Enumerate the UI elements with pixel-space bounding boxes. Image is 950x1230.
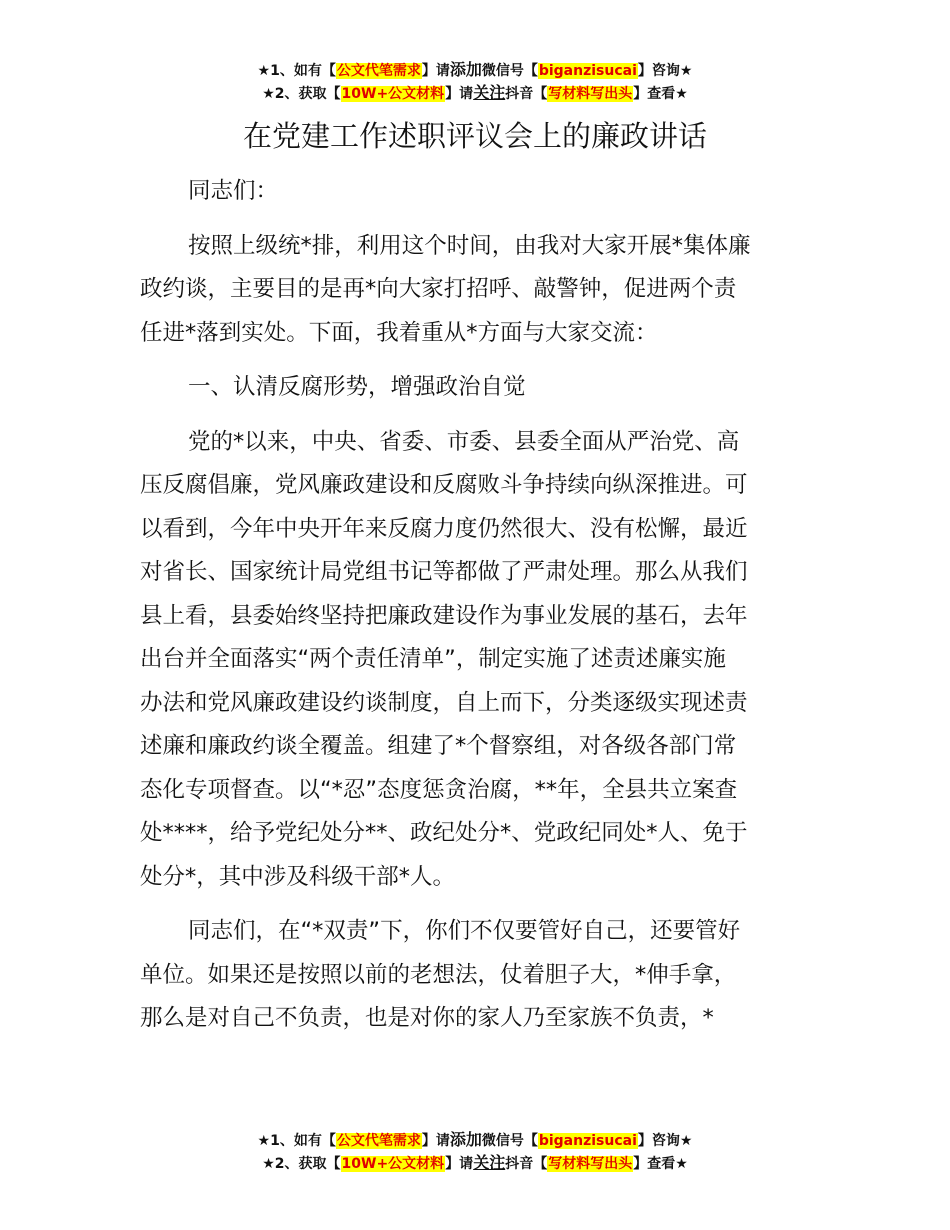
promo-line-2: [0, 1152, 950, 1175]
section-heading-1: 一、认清反腐形势，增强政治自觉: [188, 374, 526, 400]
promo-text: 】咨询★: [637, 63, 693, 79]
paragraph-line: 对省长、国家统计局党组书记等都做了严肃处理。那么从我们: [140, 559, 748, 585]
document-title: 在党建工作述职评议会上的廉政讲话: [242, 119, 707, 153]
paragraph-anti-corruption: [140, 421, 812, 900]
paragraph-line: 态化专项督查。以“*忍”态度惩贪治腐，**年，全县共立案查: [140, 776, 738, 803]
top-promo-banner: [0, 59, 950, 105]
promo-highlight-service: 公文代笔需求: [336, 63, 421, 79]
promo-text: ★1、如有【: [257, 1133, 336, 1149]
promo-text: 】查看★: [633, 86, 688, 102]
promo-text: 】查看★: [633, 1156, 688, 1172]
salutation: 同志们：: [188, 178, 279, 204]
paragraph-line: 述廉和廉政约谈全覆盖。组建了*个督察组，对各级各部门常: [140, 733, 737, 759]
paragraph-line: 按照上级统*排，利用这个时间，由我对大家开展*集体廉: [188, 232, 751, 259]
promo-highlight-materials: 10W+公文材料: [341, 86, 445, 102]
promo-line-1: [0, 59, 950, 82]
paragraph-line: 处****，给予党纪处分**、政纪处分*、党政纪同处*人、免于: [140, 820, 748, 846]
promo-highlight-douyin-account: 写材料写出头: [548, 1156, 633, 1172]
paragraph-line: 政约谈，主要目的是再*向大家打招呼、敲警钟，促进两个责: [140, 276, 737, 302]
promo-text: 】请: [445, 1156, 474, 1172]
paragraph-line: 处分*，其中涉及科级干部*人。: [140, 863, 456, 890]
paragraph-line: 出台并全面落实“两个责任清单”，制定实施了述责述廉实施: [140, 646, 726, 672]
promo-emphasis: 关注: [473, 1153, 506, 1172]
paragraph-line: 单位。如果还是按照以前的老想法，仗着胆子大，*伸手拿，: [140, 961, 737, 988]
promo-text: ★2、获取【: [262, 1156, 341, 1172]
promo-highlight-service: 公文代笔需求: [336, 1133, 421, 1149]
promo-text: 】请: [445, 86, 474, 102]
promo-highlight-materials: 10W+公文材料: [341, 1156, 445, 1172]
promo-line-1: [0, 1129, 950, 1152]
promo-emphasis: 关注: [473, 83, 506, 102]
paragraph-line: 任进*落到实处。下面，我着重从*方面与大家交流：: [140, 319, 658, 346]
paragraph-line: 以看到，今年中央开年来反腐力度仍然很大、没有松懈，最近: [140, 515, 748, 542]
promo-line-2: [0, 82, 950, 105]
promo-emphasis: 添加: [449, 1130, 482, 1149]
promo-highlight-wechat-id: biganzisucai: [538, 63, 637, 79]
promo-text: ★2、获取【: [262, 86, 341, 102]
paragraph-line: 压反腐倡廉，党风廉政建设和反腐败斗争持续向纵深推进。可: [140, 472, 748, 498]
promo-text: 】请: [421, 1133, 450, 1149]
bottom-promo-banner: [0, 1129, 950, 1175]
promo-emphasis: 添加: [449, 60, 482, 79]
paragraph-line: 办法和党风廉政建设约谈制度，自上而下，分类逐级实现述责: [140, 689, 748, 716]
paragraph-intro: [140, 225, 812, 356]
promo-highlight-douyin-account: 写材料写出头: [548, 86, 633, 102]
document-body: [140, 170, 812, 1041]
paragraph-line: 那么是对自己不负责，也是对你的家人乃至家族不负责，*: [140, 1005, 714, 1031]
promo-text: 微信号【: [481, 1133, 538, 1149]
paragraph-dual-responsibility: [140, 910, 812, 1041]
paragraph-line: 县上看，县委始终坚持把廉政建设作为事业发展的基石，去年: [140, 602, 748, 629]
promo-text: 抖音【: [505, 1156, 548, 1172]
promo-text: 微信号【: [481, 63, 538, 79]
promo-text: ★1、如有【: [257, 63, 336, 79]
paragraph-line: 党的*以来，中央、省委、市委、县委全面从严治党、高: [188, 428, 740, 455]
paragraph-line: 同志们，在“*双责”下，你们不仅要管好自己，还要管好: [188, 918, 741, 944]
promo-highlight-wechat-id: biganzisucai: [538, 1133, 637, 1149]
promo-text: 】咨询★: [637, 1133, 693, 1149]
promo-text: 】请: [421, 63, 450, 79]
promo-text: 抖音【: [505, 86, 548, 102]
